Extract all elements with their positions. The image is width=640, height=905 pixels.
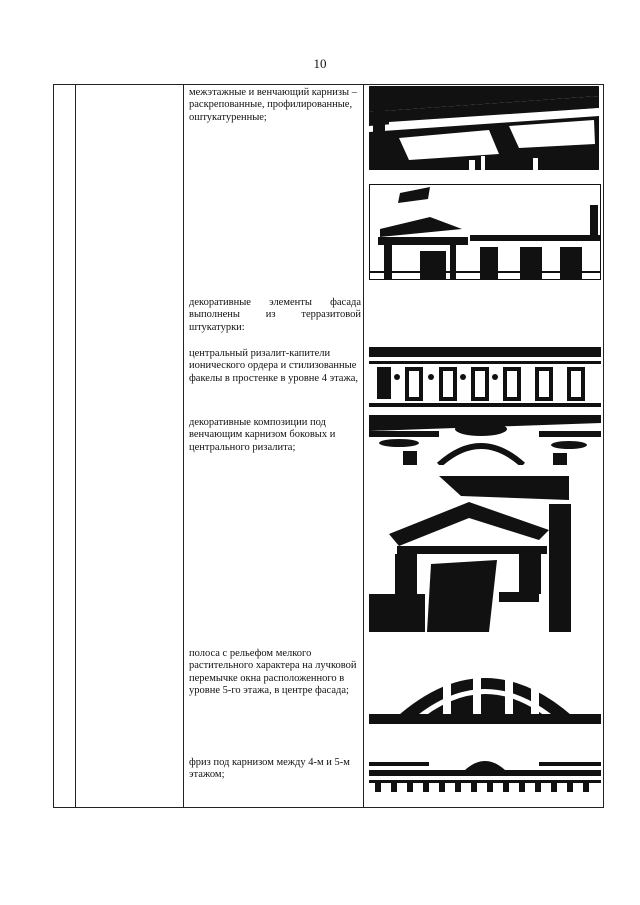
pediment-photo (369, 184, 601, 280)
table-border-right (603, 84, 604, 808)
table-divider-2 (183, 84, 184, 808)
row-frieze-text: фриз под карнизом между 4-м и 5-м этажом; (189, 757, 350, 781)
table-border-bottom (53, 807, 604, 808)
row-decor-intro-text: декоративные элементы фасада выполнены из терразитовой штукатурки: (189, 297, 361, 333)
row-compositions-text: декоративные композиции под венчающим карнизом боковых и центрального ризалита; (189, 417, 336, 453)
arch-window-photo (369, 652, 601, 724)
arch-ornament-photo (369, 415, 601, 465)
row-capitals-text: центральный ризалит-капители ионического ордера и стилизованные факелы в простенке в уровне 4 этажа, (189, 348, 358, 384)
table-border-top (53, 84, 604, 85)
row-cornices-text: межэтажные и венчающий карнизы – раскрепованные, профилированные, оштукатуренные; (189, 87, 357, 123)
table-divider-3 (363, 84, 364, 808)
pediment-detail-photo (369, 474, 571, 632)
cornice-photo (369, 86, 599, 170)
heritage-table (53, 84, 604, 808)
row-relief-text: полоса с рельефом мелкого растительного характера на лучковой перемычке окна расположенного в уровне 5-го этажа, в центре фасада; (189, 648, 357, 697)
facade-windows-photo (369, 347, 601, 413)
page-number: 10 (313, 56, 327, 71)
table-divider-1 (75, 84, 76, 808)
table-border-left (53, 84, 54, 808)
facade-frieze-photo (369, 752, 601, 792)
